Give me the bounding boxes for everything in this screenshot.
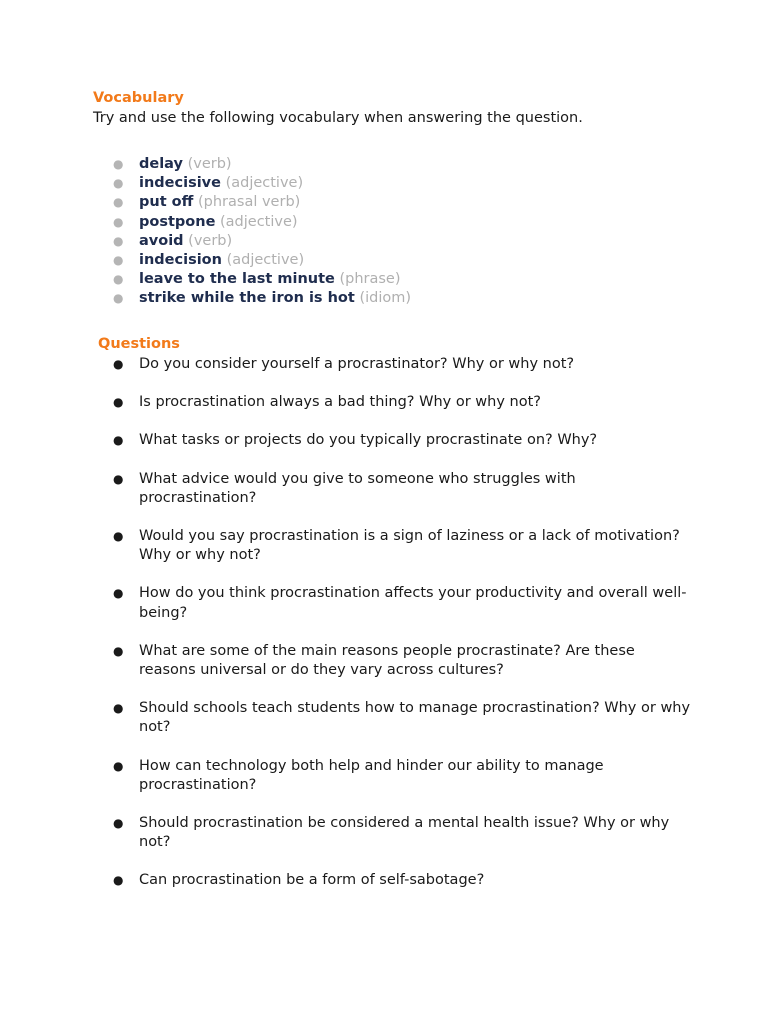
question-item xyxy=(113,642,693,680)
question-item xyxy=(113,431,693,450)
part-of-speech: (idiom) xyxy=(359,290,412,307)
vocabulary-term: put off xyxy=(139,194,194,211)
bullet-icon: ● xyxy=(113,701,124,716)
vocabulary-item xyxy=(113,174,411,193)
vocabulary-item xyxy=(113,155,411,174)
part-of-speech: (phrase) xyxy=(339,271,401,288)
vocabulary-term: indecision xyxy=(139,251,222,268)
vocabulary-list xyxy=(113,155,411,309)
question-item xyxy=(113,393,693,412)
bullet-icon: ● xyxy=(113,471,124,486)
questions-heading: Questions xyxy=(98,336,180,352)
vocabulary-term: leave to the last minute xyxy=(139,271,335,288)
bullet-icon: ● xyxy=(113,357,124,371)
bullet-icon: ● xyxy=(113,758,124,773)
questions-list xyxy=(113,355,693,910)
question-item xyxy=(113,527,693,565)
bullet-icon: ● xyxy=(113,195,124,210)
bullet-icon: ● xyxy=(113,214,124,229)
question-text: What tasks or projects do you typically procrastinate on? Why? xyxy=(139,432,598,449)
part-of-speech: (phrasal verb) xyxy=(198,194,301,211)
question-item xyxy=(113,355,693,374)
question-text: Do you consider yourself a procrastinator? Why or why not? xyxy=(139,356,575,372)
question-text: What are some of the main reasons people procrastinate? Are these reasons universal or do they vary across cultures? xyxy=(139,642,635,679)
vocabulary-intro: Try and use the following vocabulary when answering the question. xyxy=(93,110,583,126)
question-item xyxy=(113,814,693,852)
vocabulary-term: avoid xyxy=(139,232,184,249)
part-of-speech: (adjective) xyxy=(220,213,298,230)
question-text: Should procrastination be considered a mental health issue? Why or why not? xyxy=(139,815,670,851)
part-of-speech: (adjective) xyxy=(225,175,304,192)
question-item xyxy=(113,871,693,890)
bullet-icon: ● xyxy=(113,433,124,448)
question-text: Would you say procrastination is a sign of laziness or a lack of motivation? Why or why not? xyxy=(139,528,680,564)
question-item xyxy=(113,757,693,795)
bullet-icon: ● xyxy=(113,272,124,287)
vocabulary-item xyxy=(113,289,411,308)
question-item xyxy=(113,470,693,508)
question-text: How do you think procrastination affects your productivity and overall well-being? xyxy=(139,585,687,621)
vocabulary-term: indecisive xyxy=(139,175,221,192)
vocabulary-item xyxy=(113,232,411,251)
bullet-icon: ● xyxy=(113,233,124,248)
question-item xyxy=(113,699,693,737)
vocabulary-term: postpone xyxy=(139,213,216,230)
vocabulary-heading: Vocabulary xyxy=(93,90,184,106)
question-text: Should schools teach students how to manage procrastination? Why or why not? xyxy=(139,700,691,736)
part-of-speech: (adjective) xyxy=(226,251,305,268)
vocabulary-item xyxy=(113,251,411,270)
question-text: How can technology both help and hinder our ability to manage procrastination? xyxy=(139,757,604,793)
part-of-speech: (verb) xyxy=(187,156,232,172)
bullet-icon: ● xyxy=(113,529,124,544)
question-item xyxy=(113,584,693,622)
question-text: What advice would you give to someone who struggles with procrastination? xyxy=(139,470,576,506)
bullet-icon: ● xyxy=(113,643,124,658)
bullet-icon: ● xyxy=(113,586,124,601)
bullet-icon: ● xyxy=(113,291,124,306)
vocabulary-item xyxy=(113,193,411,212)
bullet-icon: ● xyxy=(113,252,124,267)
bullet-icon: ● xyxy=(113,176,124,191)
vocabulary-item xyxy=(113,213,411,232)
bullet-icon: ● xyxy=(113,395,124,410)
question-text: Can procrastination be a form of self-sabotage? xyxy=(139,872,485,889)
vocabulary-term: strike while the iron is hot xyxy=(139,290,355,307)
vocabulary-term: delay xyxy=(139,156,183,172)
question-text: Is procrastination always a bad thing? Why or why not? xyxy=(139,394,541,411)
vocabulary-item xyxy=(113,270,411,289)
bullet-icon: ● xyxy=(113,873,124,888)
bullet-icon: ● xyxy=(113,157,124,171)
part-of-speech: (verb) xyxy=(188,232,233,249)
bullet-icon: ● xyxy=(113,816,124,831)
